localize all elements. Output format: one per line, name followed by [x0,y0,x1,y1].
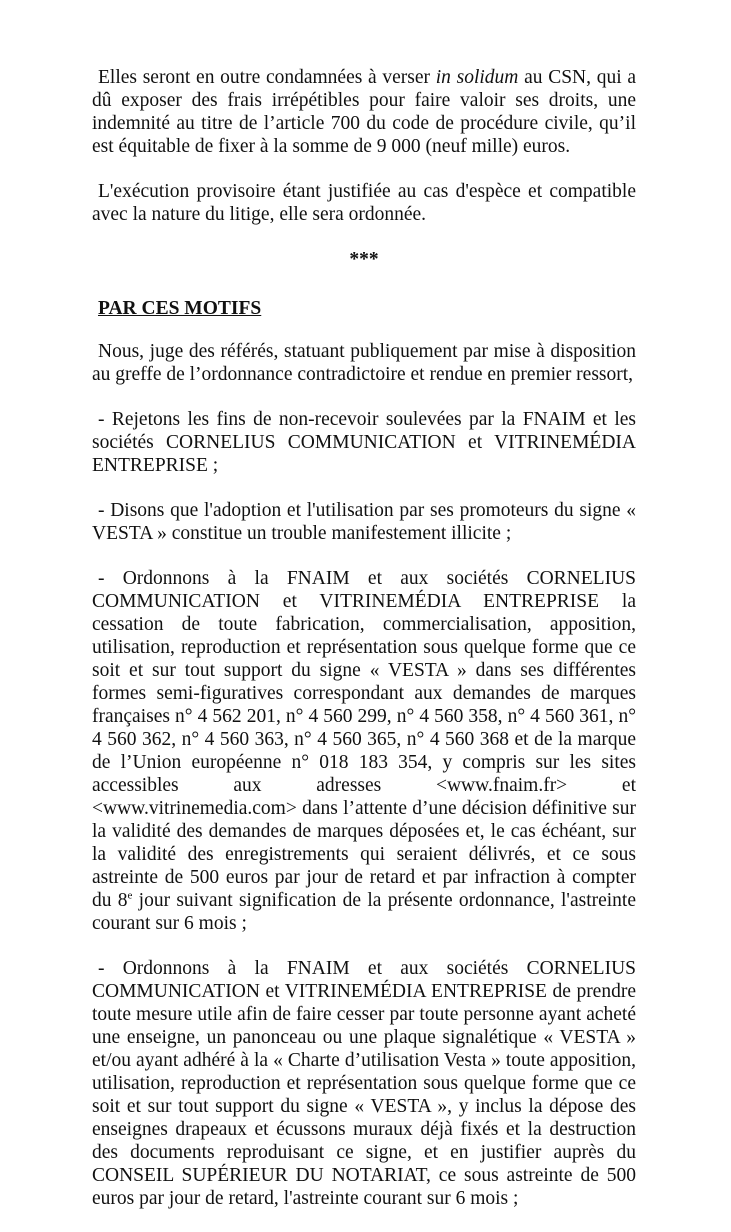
paragraph-costs-text-start: Elles seront en outre condamnées à verser [98,67,436,88]
paragraph-reject-objections: - Rejetons les fins de non-recevoir soulevées par la FNAIM et les sociétés CORNELIUS COMMUNICATION et VITRINEMÉDIA ENTREPRISE ; [92,409,636,476]
document-page [92,66,636,1232]
paragraph-costs-text-end: au CSN, qui a dû exposer des frais irrépétibles pour faire valoir ses droits, une indemnité au titre de l’article 700 du code de procédure civile, qu’il est équitable de fixer à la somme de 9 000 (neuf mille) euros. [92,67,636,157]
paragraph-provisional-execution: L'exécution provisoire étant justifiée au cas d'espèce et compatible avec la nature du litige, elle sera ordonnée. [92,181,636,225]
paragraph-costs [92,66,636,158]
paragraph-cessation-text-start: - Ordonnons à la FNAIM et aux sociétés CORNELIUS COMMUNICATION et VITRINEMÉDIA ENTREPRISE la cessation de toute fabrication, commercialisation, apposition, utilisation, reproduction et représentation sous quelque forme que ce soit et sur tout support du signe « VESTA » dans ses différentes formes semi-figuratives correspondant aux demandes de marques françaises n° 4 562 201, n° 4 560 299, n° 4 560 358, n° 4 560 361, n° 4 560 362, n° 4 560 363, n° 4 560 365, n° 4 560 368 et de la marque de l’Union européenne n° 018 183 354, y compris sur les sites accessibles aux adresses <www.fnaim.fr> et <www.vitrinemedia.com> dans l’attente d’une décision définitive sur la validité des demandes de marques déposées et, le cas échéant, sur la validité des enregistrements qui seraient délivrés, et ce sous astreinte de 500 euros par jour de retard et par infraction à compter du 8 [92,568,636,911]
italic-in-solidum: in solidum [435,67,519,88]
paragraph-illicit-trouble: - Disons que l'adoption et l'utilisation par ses promoteurs du signe « VESTA » constitue un trouble manifestement illicite ; [92,500,636,544]
paragraph-cessation-text-end: jour suivant signification de la présente ordonnance, l'astreinte courant sur 6 mois ; [92,890,636,934]
section-heading: PAR CES MOTIFS [98,298,262,319]
paragraph-cessation-order [92,567,636,935]
paragraph-judge-intro: Nous, juge des référés, statuant publiquement par mise à disposition au greffe de l’ordonnance contradictoire et rendue en premier ressort, [92,341,636,385]
paragraph-measures-order: - Ordonnons à la FNAIM et aux sociétés CORNELIUS COMMUNICATION et VITRINEMÉDIA ENTREPRISE de prendre toute mesure utile afin de faire cesser par toute personne ayant acheté une enseigne, un panonceau ou une plaque signalétique « VESTA » et/ou ayant adhéré à la « Charte d’utilisation Vesta » toute apposition, utilisation, reproduction et représentation sous quelque forme que ce soit et sur tout support du signe « VESTA », y inclus la dépose des enseignes drapeaux et écussons muraux déjà fixés et la destruction des documents reproduisant ce signe, et en justifier auprès du CONSEIL SUPÉRIEUR DU NOTARIAT, ce sous astreinte de 500 euros par jour de retard, l'astreinte courant sur 6 mois ; [92,958,636,1209]
section-separator: *** [349,249,379,270]
ordinal-superscript: e [127,889,133,902]
